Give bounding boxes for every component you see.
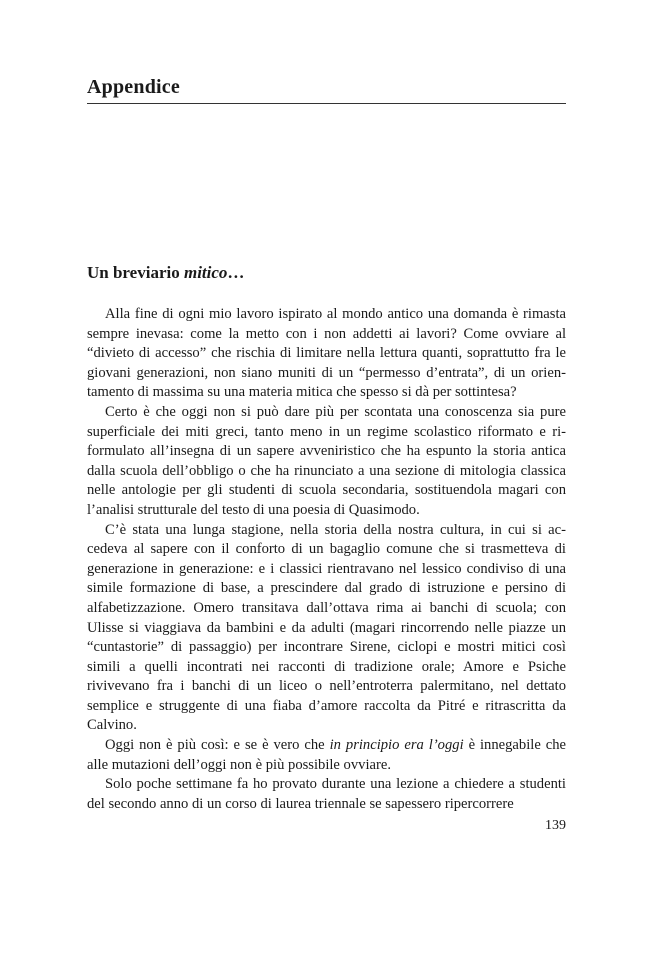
paragraph-3: C’è stata una lunga stagione, nella storia della nostra cultura, in cui si accedeva al sapere con il conforto di un bagaglio comune che si trasmetteva di generazione in generazione: e i classici rientravano nel lessico condiviso di una simile formazione di base, a prescindere dal grado di istruzione e persino di alfabetizzazione. Omero transitava dall’ottava rima ai banchi di scuola; con Ulisse si viaggiava da bambini e da adulti (magari rincorrendo nelle piazze un “cuntastorie” di passaggio) per incontrare Sirene, ciclopi e mostri mitici così simili a quelli incontrati nei racconti di tradizione orale; Amore e Psiche rivivevano fra i banchi di un liceo o nell’entroterra palermitano, nel dettato semplice e struggente di una fiaba d’amore raccolta da Pitré e ritrascritta da Calvino. (87, 521, 566, 734)
paragraph-4-end: è innegabile che alle mutazioni dell’oggi non è più possibile ovviare. (87, 737, 566, 773)
paragraph-4-start: Oggi non è più così: e se è vero che (105, 737, 330, 754)
paragraph-2: Certo è che oggi non si può dare più per scontata una conoscenza sia pure superficiale dei miti greci, tanto meno in un regime scolastico riformato e riformulato all’insegna di un sapere avveniristico che ha espunto la storia antica dalla scuola dell’obbligo o che ha rinunciato a una sezione di mitologia classica nelle antologie per gli studenti di scuola secondaria, sostituendola magari con l’analisi strutturale del testo di una poesia di Quasimodo. (87, 403, 566, 518)
body-text (87, 305, 566, 814)
paragraph-5: Solo poche settimane fa ho provato durante una lezione a chiedere a studenti del secondo anno di un corso di laurea triennale se sapessero ripercorrere (87, 776, 566, 812)
page-number: 139 (545, 818, 566, 833)
title-rule (87, 103, 566, 104)
chapter-title: Appendice (87, 76, 180, 98)
paragraph-1: Alla fine di ogni mio lavoro ispirato al mondo antico una domanda è rimasta sempre inevasa: come la metto con i non addetti ai lavori? Come ovviare al “divieto di accesso” che rischia di limitare nella lettura quanti, soprattutto fra le giovani generazioni, non siano muniti di un “permesso d’entrata”, di un orientamento di massima su una materia mitica che spesso si dà per sottintesa? (87, 306, 566, 401)
section-title-emphasis: mitico (183, 263, 228, 282)
paragraph-4-emphasis: in principio era l’oggi (329, 737, 464, 754)
section-title-tail: … (227, 263, 245, 282)
section-title (87, 263, 244, 283)
paragraph-4 (87, 736, 566, 775)
section-title-main: Un breviario (87, 263, 184, 282)
